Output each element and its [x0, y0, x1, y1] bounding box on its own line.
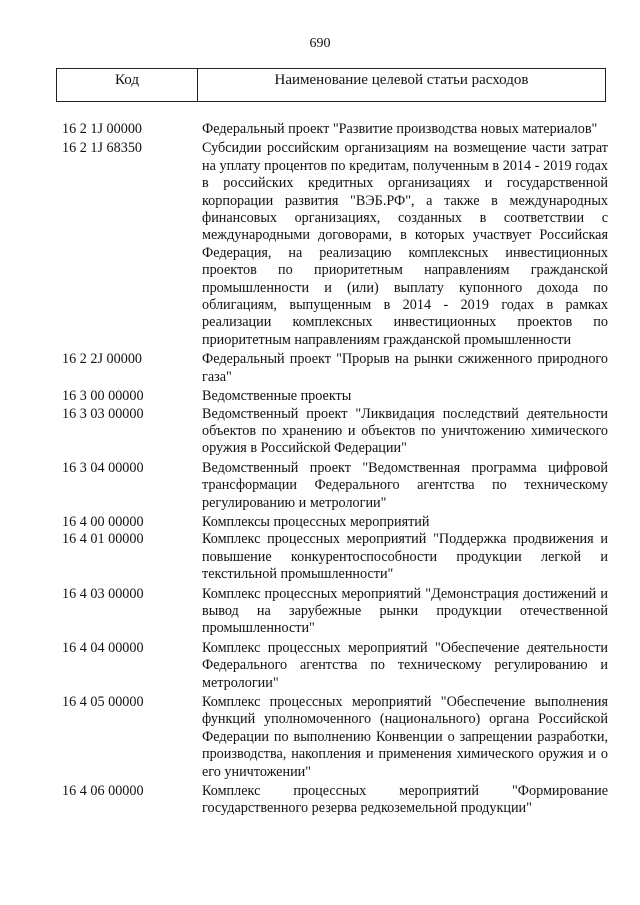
row-name: Субсидии российским организациям на возмещение части затрат на уплату процентов по кредитам, полученным в 2014 - 2019 годах в российских кредитных организациях и государственной корпорации развития "ВЭБ.РФ", а также в международных финансовых организациях, созданных в соответствии с международными договорами, в которых участвует Российская Федерация, на реализацию комплексных инвестиционных проектов по приоритетным направлениям гражданской промышленности и (или) выплату купонного дохода по облигациям, выпущенным в 2014 - 2019 годах в рамках реализации комплексных инвестиционных проектов по приоритетным направлениям гражданской промышленности: [202, 140, 608, 348]
row-name: Комплексы процессных мероприятий: [202, 513, 430, 530]
row-name: Комплекс процессных мероприятий "Формирование государственного резерва редкоземельной продукции": [202, 783, 608, 817]
row-code: 16 2 2J 00000: [62, 351, 143, 368]
table-row: [62, 140, 608, 349]
row-code: 16 4 05 00000: [62, 694, 144, 710]
row-code: 16 3 03 00000: [62, 405, 144, 422]
table-row: [62, 351, 608, 386]
row-code: 16 4 06 00000: [62, 783, 144, 800]
row-name: Ведомственный проект "Ведомственная программа цифровой трансформации Федерального агентства по техническому регулированию и метрологии": [202, 459, 608, 511]
row-name: Комплекс процессных мероприятий "Демонстрация достижений и вывод на зарубежные рынки продукции отечественной промышленности": [202, 585, 608, 637]
row-code: 16 2 1J 68350: [62, 140, 143, 157]
table-row: [62, 406, 608, 458]
row-name: Ведомственный проект "Ликвидация последствий деятельности объектов по хранению и объектов по уничтожению химического оружия в Российской Федерации": [202, 405, 608, 457]
row-code: 16 4 01 00000: [62, 531, 144, 548]
row-name: Комплекс процессных мероприятий "Обеспечение деятельности Федерального агентства по техническому регулированию и метрологии": [202, 639, 608, 691]
row-name: Федеральный проект "Развитие производства новых материалов": [202, 121, 598, 137]
table-row: [62, 586, 608, 638]
row-name: Ведомственные проекты: [202, 388, 352, 405]
table-row: [62, 460, 608, 512]
row-code: 16 4 00 00000: [62, 513, 144, 530]
row-code: 16 3 04 00000: [62, 459, 144, 476]
table-row: [62, 514, 608, 531]
row-code: 16 4 03 00000: [62, 585, 144, 602]
row-name: Комплекс процессных мероприятий "Поддержка продвижения и повышение конкурентоспособности продукции легкой и текстильной промышленности": [202, 531, 608, 583]
row-name: Федеральный проект "Прорыв на рынки сжиженного природного газа": [202, 351, 608, 385]
table-row: [62, 694, 608, 781]
row-code: 16 3 00 00000: [62, 388, 144, 405]
header-code: Код: [57, 69, 198, 101]
table-row: [62, 531, 608, 583]
table-row: [62, 121, 608, 138]
table-body: [62, 121, 608, 818]
table-header: [56, 68, 606, 102]
header-name: Наименование целевой статьи расходов: [274, 72, 529, 88]
row-code: 16 2 1J 00000: [62, 121, 143, 137]
table-row: [62, 783, 608, 818]
table-row: [62, 640, 608, 692]
table-row: [62, 388, 608, 405]
page-number: 690: [309, 36, 331, 51]
row-name: Комплекс процессных мероприятий "Обеспечение выполнения функций уполномоченного (национального) органа Российской Федерации по выполнению Конвенции о запрещении разработки, производства, накопления и применения химического оружия и о его уничтожении": [202, 694, 608, 780]
row-code: 16 4 04 00000: [62, 639, 144, 656]
